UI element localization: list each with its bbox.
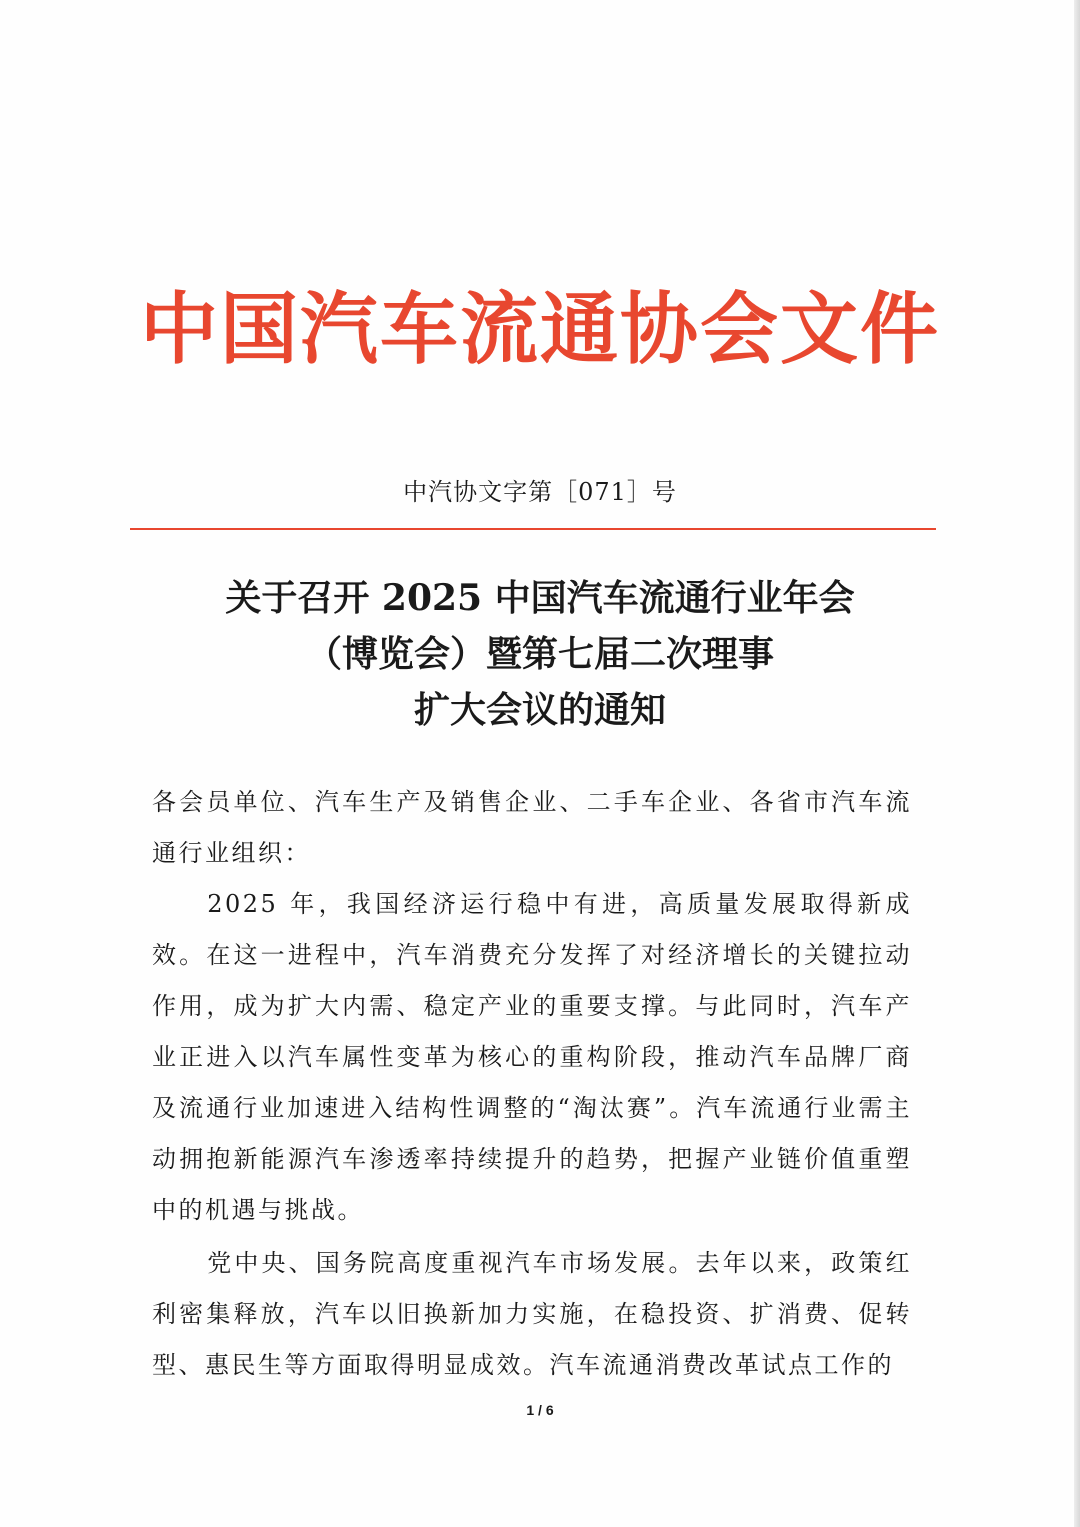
body-paragraph-1: 2025 年，我国经济运行稳中有进，高质量发展取得新成效。在这一进程中，汽车消费充分发挥了对经济增长的关键拉动作用，成为扩大内需、稳定产业的重要支撑。与此同时，汽车产业正进入以汽车属性变革为核心的重构阶段，推动汽车品牌厂商及流通行业加速进入结构性调整的“淘汰赛”。汽车流通行业需主动拥抱新能源汽车渗透率持续提升的趋势，把握产业链价值重塑中的机遇与挑战。	[152, 890, 912, 1224]
notice-title-line-3: 扩大会议的通知	[413, 689, 666, 731]
header-divider	[130, 528, 936, 530]
page-number: 1 / 6	[526, 1402, 554, 1418]
document-header-title: 中国汽车流通协会文件	[139, 284, 940, 375]
document-body	[152, 777, 912, 1391]
salutation: 各会员单位、汽车生产及销售企业、二手车企业、各省市汽车流通行业组织：	[152, 788, 912, 867]
notice-title-line-1: 关于召开 2025 中国汽车流通行业年会	[225, 577, 855, 619]
scan-edge	[1074, 0, 1080, 1527]
body-paragraph-2: 党中央、国务院高度重视汽车市场发展。去年以来，政策红利密集释放，汽车以旧换新加力实施，在稳投资、扩消费、促转型、惠民生等方面取得明显成效。汽车流通消费改革试点工作的	[152, 1249, 912, 1379]
notice-title	[0, 570, 1080, 738]
document-number: 中汽协文字第［071］号	[403, 478, 677, 506]
notice-title-line-2: （博览会）暨第七届二次理事	[305, 633, 774, 675]
